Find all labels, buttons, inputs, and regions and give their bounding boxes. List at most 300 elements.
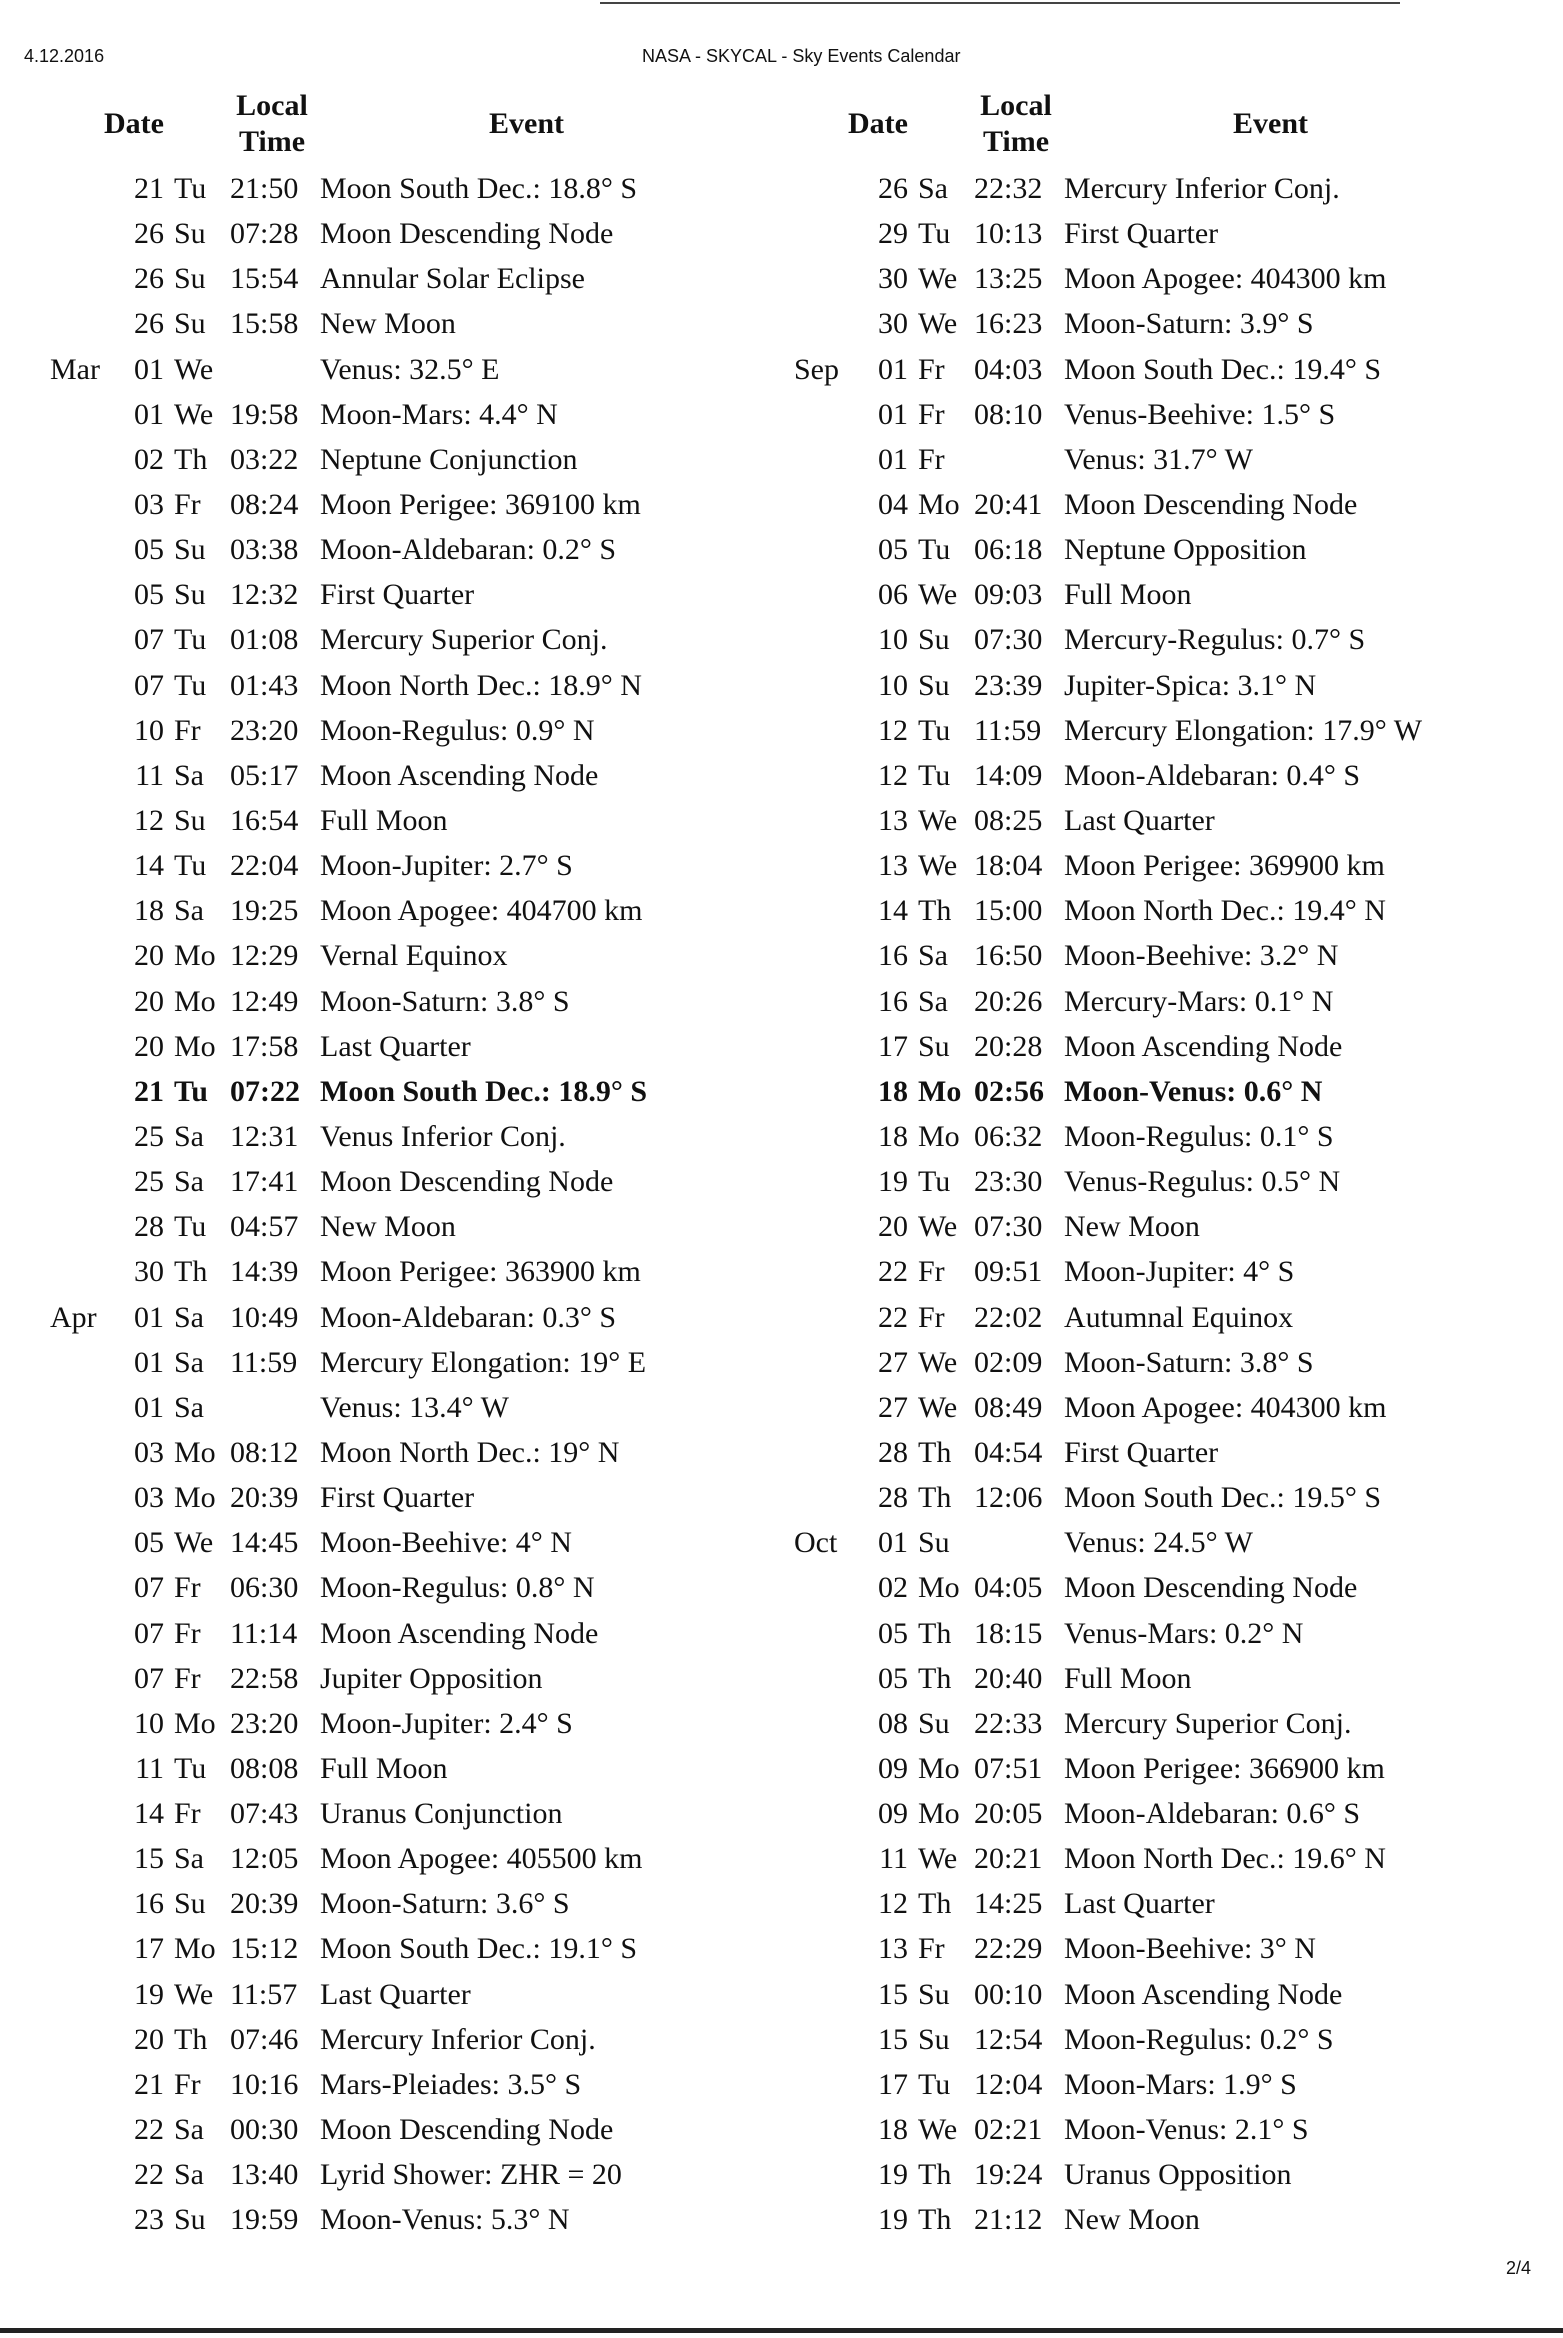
row-weekday: Sa bbox=[918, 172, 948, 205]
row-day: 20 bbox=[878, 1210, 908, 1244]
row-weekday: Sa bbox=[174, 1300, 204, 1334]
table-row bbox=[768, 888, 1528, 933]
table-row bbox=[768, 347, 1528, 392]
row-time: 19:59 bbox=[230, 2203, 299, 2237]
row-month: Oct bbox=[794, 1526, 838, 1560]
table-row bbox=[768, 2152, 1528, 2197]
row-weekday: Mo bbox=[918, 1751, 960, 1785]
row-day: 20 bbox=[134, 939, 164, 973]
row-event: Moon Apogee: 405500 km bbox=[320, 1842, 643, 1876]
row-event: Venus: 13.4° W bbox=[320, 1390, 509, 1424]
row-day: 12 bbox=[878, 1887, 908, 1921]
row-day: 05 bbox=[134, 1526, 164, 1560]
table-row bbox=[768, 1836, 1528, 1881]
row-time: 00:10 bbox=[974, 1977, 1043, 2011]
row-time: 07:28 bbox=[230, 217, 299, 251]
row-day: 15 bbox=[134, 1842, 164, 1876]
print-date: 4.12.2016 bbox=[24, 46, 105, 66]
table-row bbox=[768, 1791, 1528, 1836]
row-day: 05 bbox=[878, 533, 908, 567]
table-row bbox=[768, 617, 1528, 662]
events-table-body bbox=[768, 166, 1528, 2242]
row-day: 03 bbox=[134, 487, 164, 521]
row-weekday: Mo bbox=[174, 939, 216, 973]
row-time: 09:03 bbox=[974, 578, 1043, 612]
row-weekday: Fr bbox=[174, 1616, 201, 1650]
row-weekday: Tu bbox=[174, 623, 207, 657]
row-weekday: Th bbox=[918, 1887, 952, 1921]
row-weekday: Mo bbox=[174, 984, 216, 1018]
row-day: 22 bbox=[134, 2158, 164, 2192]
row-day: 05 bbox=[134, 533, 164, 567]
row-weekday: Tu bbox=[174, 1210, 207, 1244]
row-event: Moon-Aldebaran: 0.3° S bbox=[320, 1300, 617, 1334]
row-event: Moon-Mars: 4.4° N bbox=[320, 397, 558, 431]
row-event: Neptune Opposition bbox=[1064, 533, 1307, 567]
row-weekday: Th bbox=[174, 1255, 208, 1289]
row-day: 01 bbox=[134, 352, 164, 386]
row-weekday: Mo bbox=[174, 1481, 216, 1515]
row-weekday: Su bbox=[174, 533, 206, 567]
row-weekday: Mo bbox=[918, 1571, 960, 1605]
row-day: 01 bbox=[134, 1345, 164, 1379]
row-weekday: Tu bbox=[918, 758, 951, 792]
row-weekday: Sa bbox=[174, 1119, 204, 1153]
row-weekday: Su bbox=[918, 1977, 950, 2011]
row-day: 28 bbox=[878, 1481, 908, 1515]
row-weekday: Fr bbox=[174, 487, 201, 521]
row-day: 05 bbox=[878, 1661, 908, 1695]
row-event: Moon Apogee: 404300 km bbox=[1064, 262, 1387, 296]
row-weekday: Su bbox=[174, 803, 206, 837]
row-day: 05 bbox=[134, 578, 164, 612]
table-row bbox=[24, 211, 784, 256]
row-event: Last Quarter bbox=[1064, 803, 1215, 837]
row-weekday: We bbox=[918, 1345, 958, 1379]
row-weekday: Mo bbox=[918, 1074, 962, 1108]
row-day: 09 bbox=[878, 1751, 908, 1785]
row-time: 02:21 bbox=[974, 2113, 1043, 2147]
row-day: 26 bbox=[878, 172, 908, 205]
row-event: Moon Ascending Node bbox=[320, 758, 599, 792]
row-month: Apr bbox=[50, 1300, 97, 1334]
row-event: Jupiter Opposition bbox=[320, 1661, 543, 1695]
row-weekday: Tu bbox=[174, 668, 207, 702]
events-table-body bbox=[24, 166, 784, 2242]
row-weekday: Tu bbox=[174, 1751, 207, 1785]
table-row bbox=[768, 1069, 1528, 1114]
row-event: Venus: 31.7° W bbox=[1064, 442, 1253, 476]
row-event: Jupiter-Spica: 3.1° N bbox=[1064, 668, 1317, 702]
row-time: 20:39 bbox=[230, 1887, 299, 1921]
row-day: 22 bbox=[134, 2113, 164, 2147]
table-row bbox=[24, 1159, 784, 1204]
table-row bbox=[768, 1114, 1528, 1159]
table-row bbox=[768, 2017, 1528, 2062]
row-event: Venus-Mars: 0.2° N bbox=[1064, 1616, 1304, 1650]
row-weekday: We bbox=[918, 307, 958, 341]
row-event: Moon-Aldebaran: 0.4° S bbox=[1064, 758, 1361, 792]
row-time: 20:39 bbox=[230, 1481, 299, 1515]
row-day: 04 bbox=[878, 487, 908, 521]
row-day: 26 bbox=[134, 262, 164, 296]
table-row bbox=[768, 1204, 1528, 1249]
table-row bbox=[24, 1656, 784, 1701]
events-column-right bbox=[768, 86, 1528, 2242]
row-day: 21 bbox=[134, 1074, 164, 1108]
row-weekday: Su bbox=[174, 2203, 206, 2237]
row-weekday: Sa bbox=[174, 1345, 204, 1379]
row-event: Moon North Dec.: 19.4° N bbox=[1064, 894, 1386, 928]
row-day: 30 bbox=[878, 307, 908, 341]
row-weekday: Mo bbox=[174, 1706, 216, 1740]
row-day: 22 bbox=[878, 1255, 908, 1289]
row-event: Moon-Venus: 2.1° S bbox=[1064, 2113, 1309, 2147]
table-row bbox=[24, 2197, 784, 2242]
row-time: 22:02 bbox=[974, 1300, 1043, 1334]
row-day: 01 bbox=[878, 352, 908, 386]
row-time: 12:31 bbox=[230, 1119, 299, 1153]
row-time: 22:58 bbox=[230, 1661, 299, 1695]
table-row bbox=[24, 1204, 784, 1249]
row-weekday: Tu bbox=[174, 1074, 208, 1108]
row-day: 14 bbox=[134, 1797, 164, 1831]
row-day: 18 bbox=[878, 1119, 908, 1153]
row-weekday: Mo bbox=[918, 487, 960, 521]
table-row bbox=[24, 1024, 784, 1069]
row-event: New Moon bbox=[320, 1210, 456, 1244]
table-row bbox=[768, 1565, 1528, 1610]
row-time: 23:20 bbox=[230, 1706, 299, 1740]
table-row bbox=[768, 256, 1528, 301]
table-row bbox=[24, 1611, 784, 1656]
row-time: 08:12 bbox=[230, 1435, 299, 1469]
row-event: Venus Inferior Conj. bbox=[320, 1119, 566, 1153]
row-time: 08:08 bbox=[230, 1751, 299, 1785]
row-event: Moon Descending Node bbox=[1064, 487, 1358, 521]
row-time: 10:49 bbox=[230, 1300, 299, 1334]
row-time: 14:45 bbox=[230, 1526, 299, 1560]
row-time: 12:49 bbox=[230, 984, 299, 1018]
row-weekday: Th bbox=[918, 2203, 952, 2237]
row-weekday: Su bbox=[174, 307, 206, 341]
table-row bbox=[768, 166, 1528, 211]
page-title: NASA - SKYCAL - Sky Events Calendar bbox=[642, 46, 961, 66]
row-event: New Moon bbox=[1064, 1210, 1200, 1244]
row-day: 14 bbox=[134, 849, 164, 883]
row-weekday: Mo bbox=[174, 1029, 216, 1063]
row-time: 02:56 bbox=[974, 1074, 1044, 1108]
row-time: 20:21 bbox=[974, 1842, 1043, 1876]
row-event: Moon South Dec.: 19.1° S bbox=[320, 1932, 638, 1966]
row-time: 04:05 bbox=[974, 1571, 1043, 1605]
table-row bbox=[24, 527, 784, 572]
table-row bbox=[24, 256, 784, 301]
row-event: Moon South Dec.: 19.5° S bbox=[1064, 1481, 1382, 1515]
row-day: 18 bbox=[878, 1074, 908, 1108]
row-day: 03 bbox=[134, 1435, 164, 1469]
row-event: Moon Perigee: 363900 km bbox=[320, 1255, 641, 1289]
row-event: Moon North Dec.: 19° N bbox=[320, 1435, 620, 1469]
row-time: 14:25 bbox=[974, 1887, 1043, 1921]
table-row bbox=[24, 1340, 784, 1385]
row-time: 11:59 bbox=[974, 713, 1042, 747]
row-time: 23:30 bbox=[974, 1165, 1043, 1199]
table-row bbox=[768, 1295, 1528, 1340]
table-row bbox=[24, 1475, 784, 1520]
row-time: 15:00 bbox=[974, 894, 1043, 928]
table-row bbox=[768, 1520, 1528, 1565]
row-time: 11:59 bbox=[230, 1345, 298, 1379]
row-day: 11 bbox=[135, 758, 164, 792]
table-row bbox=[24, 1114, 784, 1159]
row-day: 19 bbox=[878, 2158, 908, 2192]
row-weekday: We bbox=[174, 1977, 214, 2011]
row-event: Moon Perigee: 369100 km bbox=[320, 487, 641, 521]
header-date: Date bbox=[104, 107, 164, 140]
row-weekday: Fr bbox=[918, 1932, 945, 1966]
row-time: 10:13 bbox=[974, 217, 1043, 251]
table-row bbox=[768, 1475, 1528, 1520]
row-event: Full Moon bbox=[1064, 578, 1192, 612]
row-weekday: Sa bbox=[174, 1165, 204, 1199]
row-time: 12:54 bbox=[974, 2022, 1043, 2056]
row-time: 07:30 bbox=[974, 1210, 1043, 1244]
table-row bbox=[768, 437, 1528, 482]
row-time: 22:33 bbox=[974, 1706, 1043, 1740]
row-weekday: We bbox=[918, 1210, 958, 1244]
row-weekday: Mo bbox=[918, 1119, 960, 1153]
table-row bbox=[24, 1295, 784, 1340]
row-day: 20 bbox=[134, 2022, 164, 2056]
row-time: 18:15 bbox=[974, 1616, 1043, 1650]
row-event: Moon-Regulus: 0.2° S bbox=[1064, 2022, 1334, 2056]
table-row bbox=[24, 1565, 784, 1610]
row-time: 20:05 bbox=[974, 1797, 1043, 1831]
row-time: 12:04 bbox=[974, 2067, 1043, 2101]
row-weekday: Fr bbox=[174, 713, 201, 747]
row-time: 20:40 bbox=[974, 1661, 1043, 1695]
row-time: 08:25 bbox=[974, 803, 1043, 837]
header-date: Date bbox=[848, 107, 908, 140]
row-weekday: We bbox=[918, 1842, 958, 1876]
row-event: Vernal Equinox bbox=[320, 939, 508, 973]
row-event: Moon-Mars: 1.9° S bbox=[1064, 2067, 1297, 2101]
row-time: 07:51 bbox=[974, 1751, 1043, 1785]
row-day: 19 bbox=[878, 2203, 908, 2237]
row-event: Moon-Jupiter: 2.7° S bbox=[320, 849, 573, 883]
table-row bbox=[768, 1024, 1528, 1069]
row-time: 22:29 bbox=[974, 1932, 1043, 1966]
row-event: Moon South Dec.: 18.8° S bbox=[320, 172, 638, 205]
table-row bbox=[768, 211, 1528, 256]
row-weekday: Tu bbox=[918, 1165, 951, 1199]
row-event: First Quarter bbox=[320, 1481, 475, 1515]
row-time: 02:09 bbox=[974, 1345, 1043, 1379]
row-time: 15:54 bbox=[230, 262, 299, 296]
row-day: 25 bbox=[134, 1119, 164, 1153]
row-time: 20:28 bbox=[974, 1029, 1043, 1063]
row-weekday: Mo bbox=[918, 1797, 960, 1831]
row-day: 10 bbox=[878, 623, 908, 657]
row-day: 07 bbox=[134, 623, 164, 657]
row-time: 00:30 bbox=[230, 2113, 299, 2147]
row-event: Uranus Conjunction bbox=[320, 1797, 563, 1831]
row-event: Mars-Pleiades: 3.5° S bbox=[320, 2067, 582, 2101]
events-column-left bbox=[24, 86, 784, 2242]
row-event: Moon-Saturn: 3.9° S bbox=[1064, 307, 1314, 341]
row-event: Mercury Elongation: 19° E bbox=[320, 1345, 647, 1379]
table-row bbox=[24, 1881, 784, 1926]
row-weekday: Sa bbox=[174, 1842, 204, 1876]
row-weekday: Tu bbox=[174, 172, 207, 205]
row-time: 13:40 bbox=[230, 2158, 299, 2192]
row-time: 01:08 bbox=[230, 623, 299, 657]
row-weekday: Tu bbox=[918, 533, 951, 567]
row-event: Moon South Dec.: 19.4° S bbox=[1064, 352, 1382, 386]
row-event: Moon North Dec.: 19.6° N bbox=[1064, 1842, 1386, 1876]
header-event: Event bbox=[489, 107, 564, 140]
row-time: 16:50 bbox=[974, 939, 1043, 973]
row-weekday: Sa bbox=[174, 1390, 204, 1424]
row-weekday: Su bbox=[174, 1887, 206, 1921]
row-day: 02 bbox=[878, 1571, 908, 1605]
page-number: 2/4 bbox=[1506, 2258, 1532, 2278]
row-weekday: Fr bbox=[918, 442, 945, 476]
row-weekday: We bbox=[918, 578, 958, 612]
row-time: 23:20 bbox=[230, 713, 299, 747]
row-day: 01 bbox=[878, 397, 908, 431]
row-time: 13:25 bbox=[974, 262, 1043, 296]
row-day: 19 bbox=[134, 1977, 164, 2011]
row-day: 17 bbox=[134, 1932, 164, 1966]
row-event: First Quarter bbox=[1064, 1435, 1219, 1469]
row-weekday: Th bbox=[918, 2158, 952, 2192]
row-time: 12:32 bbox=[230, 578, 299, 612]
table-row bbox=[24, 1430, 784, 1475]
row-day: 28 bbox=[878, 1435, 908, 1469]
row-event: Neptune Conjunction bbox=[320, 442, 578, 476]
table-row bbox=[24, 1520, 784, 1565]
row-event: Moon-Regulus: 0.8° N bbox=[320, 1571, 595, 1605]
row-time: 07:22 bbox=[230, 1074, 300, 1108]
row-time: 22:32 bbox=[974, 172, 1043, 205]
row-weekday: Th bbox=[174, 442, 208, 476]
table-row bbox=[24, 1701, 784, 1746]
row-weekday: We bbox=[918, 1390, 958, 1424]
table-row bbox=[24, 301, 784, 346]
row-weekday: We bbox=[174, 397, 214, 431]
row-day: 02 bbox=[134, 442, 164, 476]
row-event: Moon Descending Node bbox=[320, 2113, 614, 2147]
row-event: Moon-Regulus: 0.1° S bbox=[1064, 1119, 1334, 1153]
table-row bbox=[768, 1385, 1528, 1430]
table-row bbox=[24, 1069, 784, 1114]
table-row bbox=[768, 2062, 1528, 2107]
table-row bbox=[24, 1926, 784, 1971]
table-row bbox=[768, 2197, 1528, 2242]
row-day: 11 bbox=[135, 1751, 164, 1785]
row-day: 09 bbox=[878, 1797, 908, 1831]
row-weekday: Sa bbox=[174, 894, 204, 928]
header-event: Event bbox=[1233, 107, 1308, 140]
row-event: Venus: 24.5° W bbox=[1064, 1526, 1253, 1560]
row-day: 26 bbox=[134, 217, 164, 251]
row-weekday: Su bbox=[918, 1029, 950, 1063]
row-day: 28 bbox=[134, 1210, 164, 1244]
row-event: Mercury Superior Conj. bbox=[1064, 1706, 1352, 1740]
row-day: 01 bbox=[134, 397, 164, 431]
row-day: 30 bbox=[134, 1255, 164, 1289]
row-day: 10 bbox=[878, 668, 908, 702]
row-day: 03 bbox=[134, 1481, 164, 1515]
row-event: Moon Perigee: 366900 km bbox=[1064, 1751, 1385, 1785]
row-event: Annular Solar Eclipse bbox=[320, 262, 585, 296]
row-event: Mercury Inferior Conj. bbox=[1064, 172, 1340, 205]
row-time: 11:57 bbox=[230, 1977, 298, 2011]
row-day: 19 bbox=[878, 1165, 908, 1199]
row-event: Moon Descending Node bbox=[320, 1165, 614, 1199]
row-time: 15:58 bbox=[230, 307, 299, 341]
row-time: 11:14 bbox=[230, 1616, 298, 1650]
row-time: 01:43 bbox=[230, 668, 299, 702]
table-row bbox=[24, 437, 784, 482]
row-weekday: Fr bbox=[918, 1255, 945, 1289]
row-time: 06:18 bbox=[974, 533, 1043, 567]
row-event: Moon-Beehive: 3° N bbox=[1064, 1932, 1316, 1966]
row-day: 21 bbox=[134, 172, 164, 205]
table-row bbox=[24, 1972, 784, 2017]
table-row bbox=[768, 527, 1528, 572]
row-time: 12:05 bbox=[230, 1842, 299, 1876]
table-row bbox=[24, 798, 784, 843]
row-event: Moon-Saturn: 3.8° S bbox=[320, 984, 570, 1018]
table-row bbox=[24, 392, 784, 437]
row-time: 15:12 bbox=[230, 1932, 299, 1966]
row-weekday: Th bbox=[918, 1661, 952, 1695]
row-day: 08 bbox=[878, 1706, 908, 1740]
row-event: Lyrid Shower: ZHR = 20 bbox=[320, 2158, 622, 2192]
table-row bbox=[768, 1656, 1528, 1701]
row-day: 30 bbox=[878, 262, 908, 296]
row-day: 11 bbox=[879, 1842, 908, 1876]
row-time: 14:39 bbox=[230, 1255, 299, 1289]
row-weekday: Su bbox=[918, 1526, 950, 1560]
row-weekday: Fr bbox=[918, 397, 945, 431]
row-weekday: We bbox=[174, 1526, 214, 1560]
row-day: 17 bbox=[878, 2067, 908, 2101]
row-event: Mercury Superior Conj. bbox=[320, 623, 608, 657]
row-event: Moon South Dec.: 18.9° S bbox=[320, 1074, 648, 1108]
row-weekday: Fr bbox=[174, 1571, 201, 1605]
row-event: Last Quarter bbox=[320, 1029, 471, 1063]
table-row bbox=[24, 482, 784, 527]
row-time: 20:41 bbox=[974, 487, 1043, 521]
row-time: 21:50 bbox=[230, 172, 299, 205]
row-time: 04:03 bbox=[974, 352, 1043, 386]
row-weekday: Tu bbox=[918, 713, 951, 747]
table-row bbox=[24, 617, 784, 662]
row-time: 10:16 bbox=[230, 2067, 299, 2101]
row-weekday: Fr bbox=[174, 1797, 201, 1831]
row-weekday: Su bbox=[174, 578, 206, 612]
table-row bbox=[24, 2107, 784, 2152]
row-weekday: Su bbox=[918, 623, 950, 657]
row-weekday: Su bbox=[174, 217, 206, 251]
row-time: 07:30 bbox=[974, 623, 1043, 657]
row-weekday: Su bbox=[918, 1706, 950, 1740]
row-weekday: Sa bbox=[174, 2158, 204, 2192]
